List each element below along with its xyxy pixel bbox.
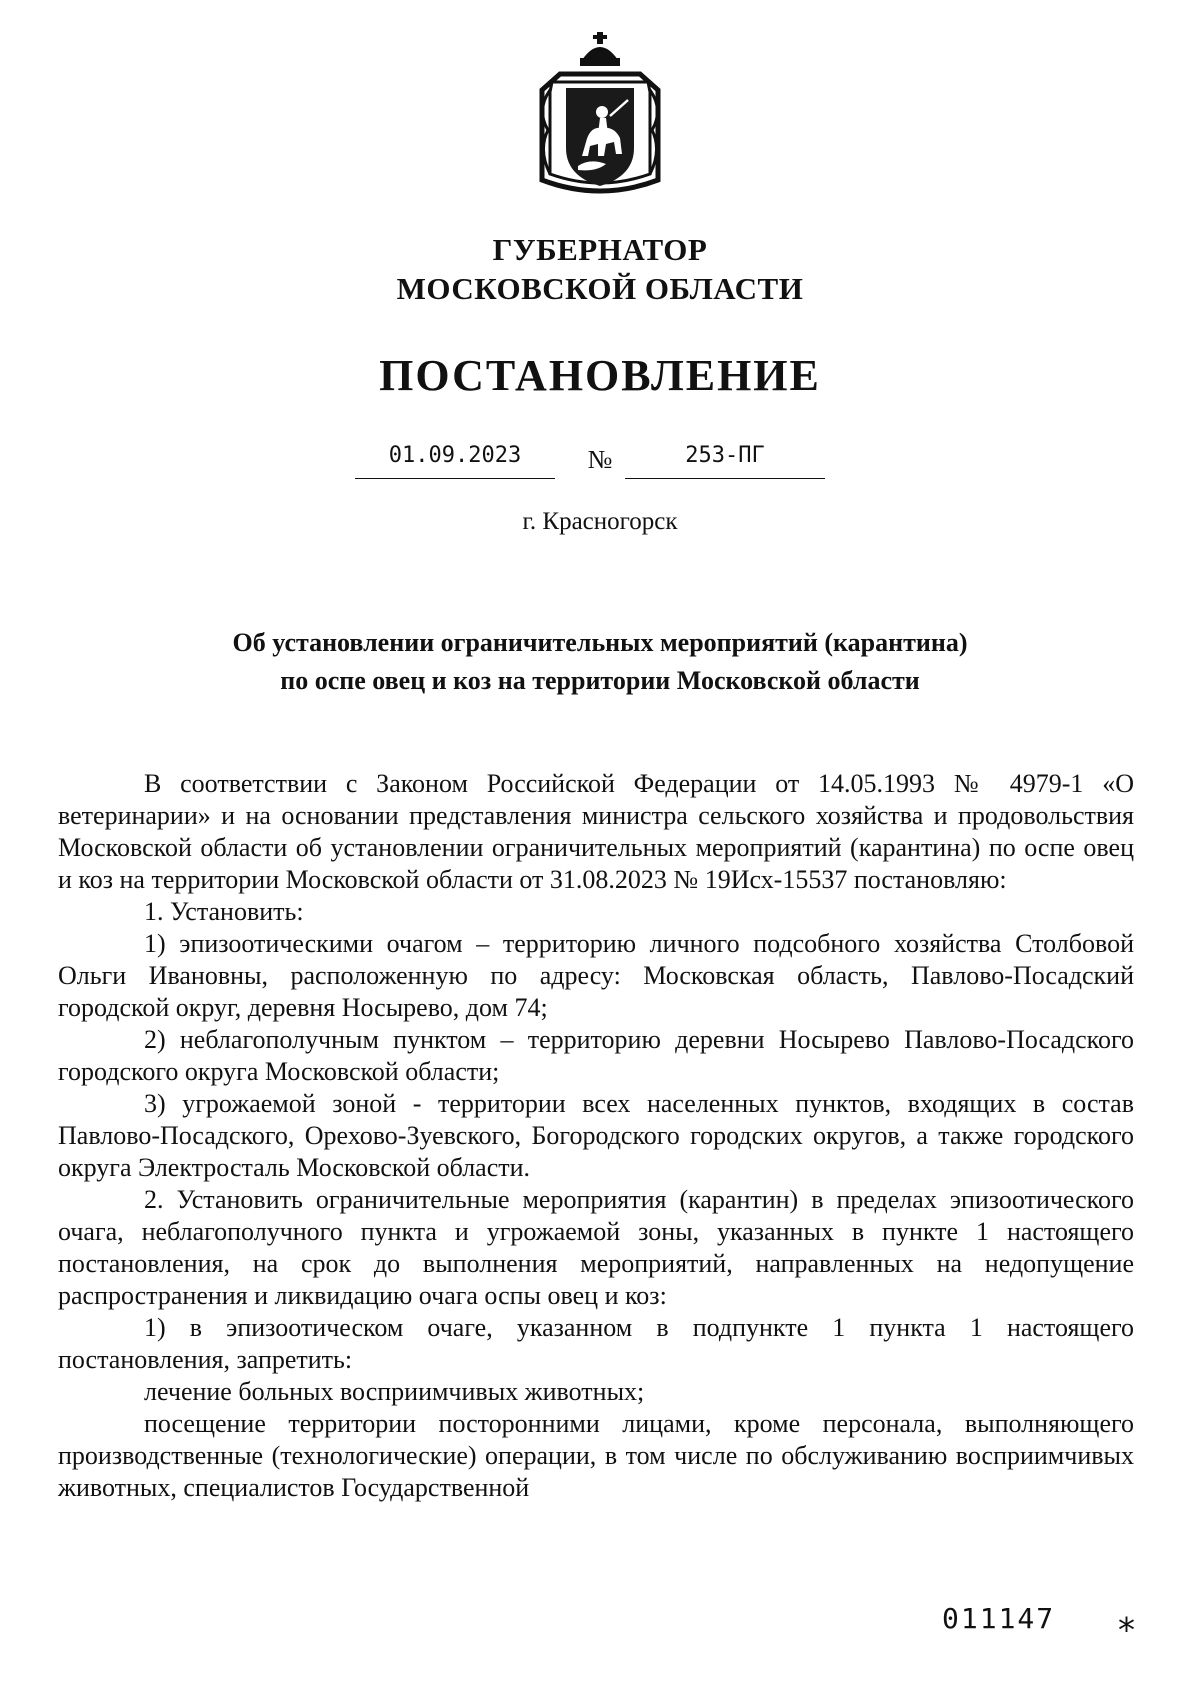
paragraph-2: 2. Установить ограничительные мероприятия (карантин) в пределах эпизоотического очага, неблагополучного пункта и угрожаемой зоны, указанных в пункте 1 настоящего постановления, на срок до выполнения мероприятий, направленных на недопущение распространения и ликвидацию очага оспы овец и коз:: [58, 1185, 1134, 1310]
coat-of-arms-icon: [530, 30, 670, 202]
organization-line-1: ГУБЕРНАТОР: [492, 232, 708, 267]
paragraph-1-1: 1) эпизоотическими очагом – территорию личного подсобного хозяйства Столбовой Ольги Ивановны, расположенную по адресу: Московская область, Павлово-Посадский городской округ, деревня Носырево, дом 74;: [58, 929, 1134, 1022]
document-title-line-2: по оспе овец и коз на территории Московской области: [280, 666, 920, 695]
paragraph-1-2: 2) неблагополучным пунктом – территорию деревни Носырево Павлово-Посадского городского округа Московской области;: [58, 1025, 1134, 1086]
paragraph-2-1: 1) в эпизоотическом очаге, указанном в подпункте 1 пункта 1 настоящего постановления, запретить:: [58, 1313, 1134, 1374]
paragraph-preamble: В соответствии с Законом Российской Федерации от 14.05.1993 № 4979-1 «О ветеринарии» и на основании представления министра сельского хозяйства и продовольствия Московской области об установлении ограничительных мероприятий (карантина) по оспе овец и коз на территории Московской области от 31.08.2023 № 19Исх-15537 постановляю:: [58, 769, 1134, 894]
number-sign: №: [587, 445, 613, 474]
document-number: 253-ПГ: [625, 438, 825, 479]
organization-line-2: МОСКОВСКОЙ ОБЛАСТИ: [396, 271, 804, 306]
paragraph-1: 1. Установить:: [144, 897, 304, 926]
paragraph-1-3: 3) угрожаемой зоной - территории всех населенных пунктов, входящих в состав Павлово-Посадского, Орехово-Зуевского, Богородского городских округов, а также городского округа Электросталь Московской области.: [58, 1089, 1134, 1182]
document-type: ПОСТАНОВЛЕНИЕ: [379, 351, 821, 400]
document-body: [58, 768, 1134, 1504]
document-title-line-1: Об установлении ограничительных мероприятий (карантина): [232, 628, 968, 657]
form-serial-number: 011147: [942, 1602, 1056, 1635]
paragraph-2-1-a: лечение больных восприимчивых животных;: [144, 1377, 645, 1406]
paragraph-2-1-b: посещение территории посторонними лицами, кроме персонала, выполняющего производственные (технологические) операции, в том числе по обслуживанию восприимчивых животных, специалистов Государственной: [58, 1409, 1134, 1502]
document-date: 01.09.2023: [355, 438, 555, 479]
asterisk-mark: ⁎: [1118, 1600, 1135, 1640]
document-city: г. Красногорск: [522, 508, 678, 535]
